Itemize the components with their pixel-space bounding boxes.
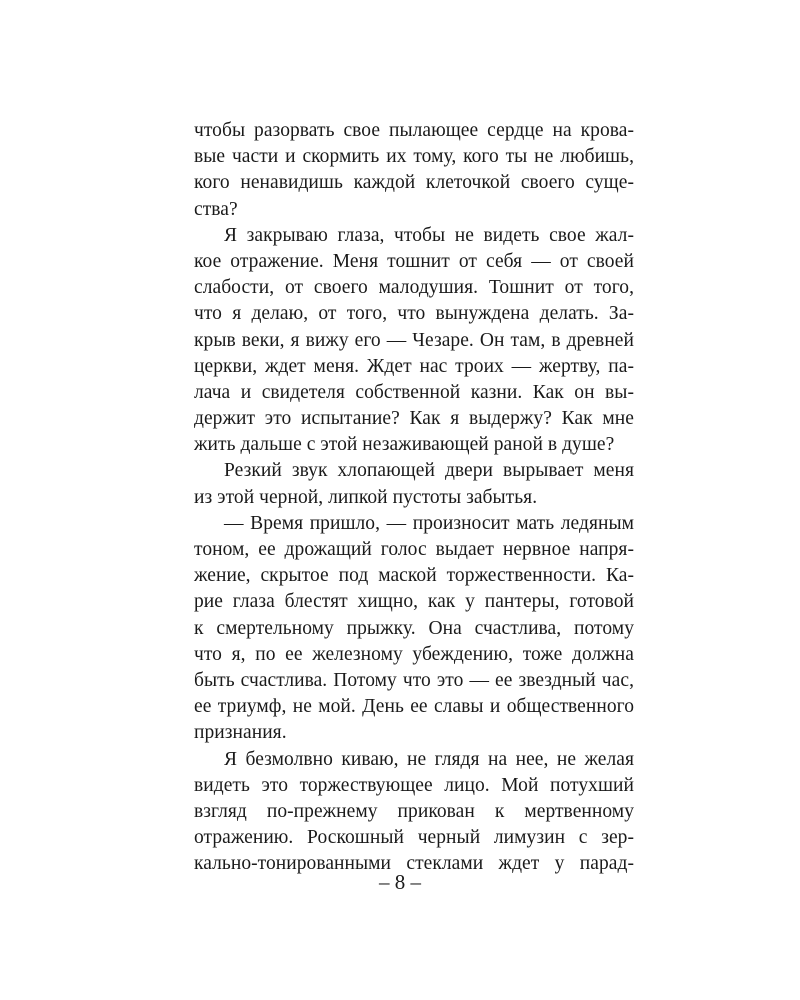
text-line: жить дальше с этой незаживающей раной в душе? bbox=[194, 434, 615, 456]
text-line: тоном, ее дрожащий голос выдает нервное напря- bbox=[194, 539, 634, 560]
text-line: ее триумф, не мой. День ее славы и общественного bbox=[194, 696, 634, 718]
text-line: из этой черной, липкой пустоты забытья. bbox=[194, 486, 538, 508]
text-line: видеть это торжествующее лицо. Мой потухший bbox=[194, 774, 634, 796]
page-text bbox=[194, 118, 634, 877]
text-line: чтобы разорвать свое пылающее сердце на крова- bbox=[194, 120, 634, 141]
text-line: признания. bbox=[194, 722, 287, 744]
text-line: Резкий звук хлопающей двери вырывает меня bbox=[224, 460, 634, 482]
text-line: быть счастлива. Потому что это — ее звездный час, bbox=[194, 669, 634, 691]
text-line: кое отражение. Меня тошнит от себя — от своей bbox=[194, 250, 634, 272]
text-line: отражению. Роскошный черный лимузин с зер- bbox=[194, 827, 634, 849]
text-line: взгляд по-прежнему прикован к мертвенному bbox=[194, 800, 634, 822]
text-line: — Время пришло, — произносит мать ледяным bbox=[224, 512, 634, 534]
text-line: церкви, ждет меня. Ждет нас троих — жертву, па- bbox=[194, 355, 634, 377]
text-line: к смертельному прыжку. Она счастлива, потому bbox=[194, 617, 634, 639]
text-line: крыв веки, я вижу его — Чезаре. Он там, в древней bbox=[194, 329, 634, 351]
text-line: лача и свидетеля собственной казни. Как он вы- bbox=[194, 381, 634, 403]
text-line: что я, по ее железному убеждению, тоже должна bbox=[194, 643, 634, 665]
text-line: что я делаю, от того, что вынуждена делать. За- bbox=[194, 303, 634, 325]
text-line: слабости, от своего малодушия. Тошнит от того, bbox=[194, 277, 634, 299]
text-line: Я безмолвно киваю, не глядя на нее, не желая bbox=[224, 748, 634, 770]
text-line: жение, скрытое под маской торжественности. Ка- bbox=[194, 565, 634, 587]
page-number: – 8 – bbox=[379, 870, 421, 894]
text-line: Я закрываю глаза, чтобы не видеть свое жал- bbox=[224, 224, 634, 246]
text-line: вые части и скормить их тому, кого ты не любишь, bbox=[194, 146, 634, 168]
text-line: рие глаза блестят хищно, как у пантеры, готовой bbox=[194, 591, 634, 613]
text-line: держит это испытание? Как я выдержу? Как мне bbox=[194, 408, 634, 430]
text-line: кого ненавидишь каждой клеточкой своего суще- bbox=[194, 172, 634, 194]
text-line: ства? bbox=[194, 198, 238, 220]
text-line: кально-тонированными стеклами ждет у парад- bbox=[194, 853, 634, 875]
